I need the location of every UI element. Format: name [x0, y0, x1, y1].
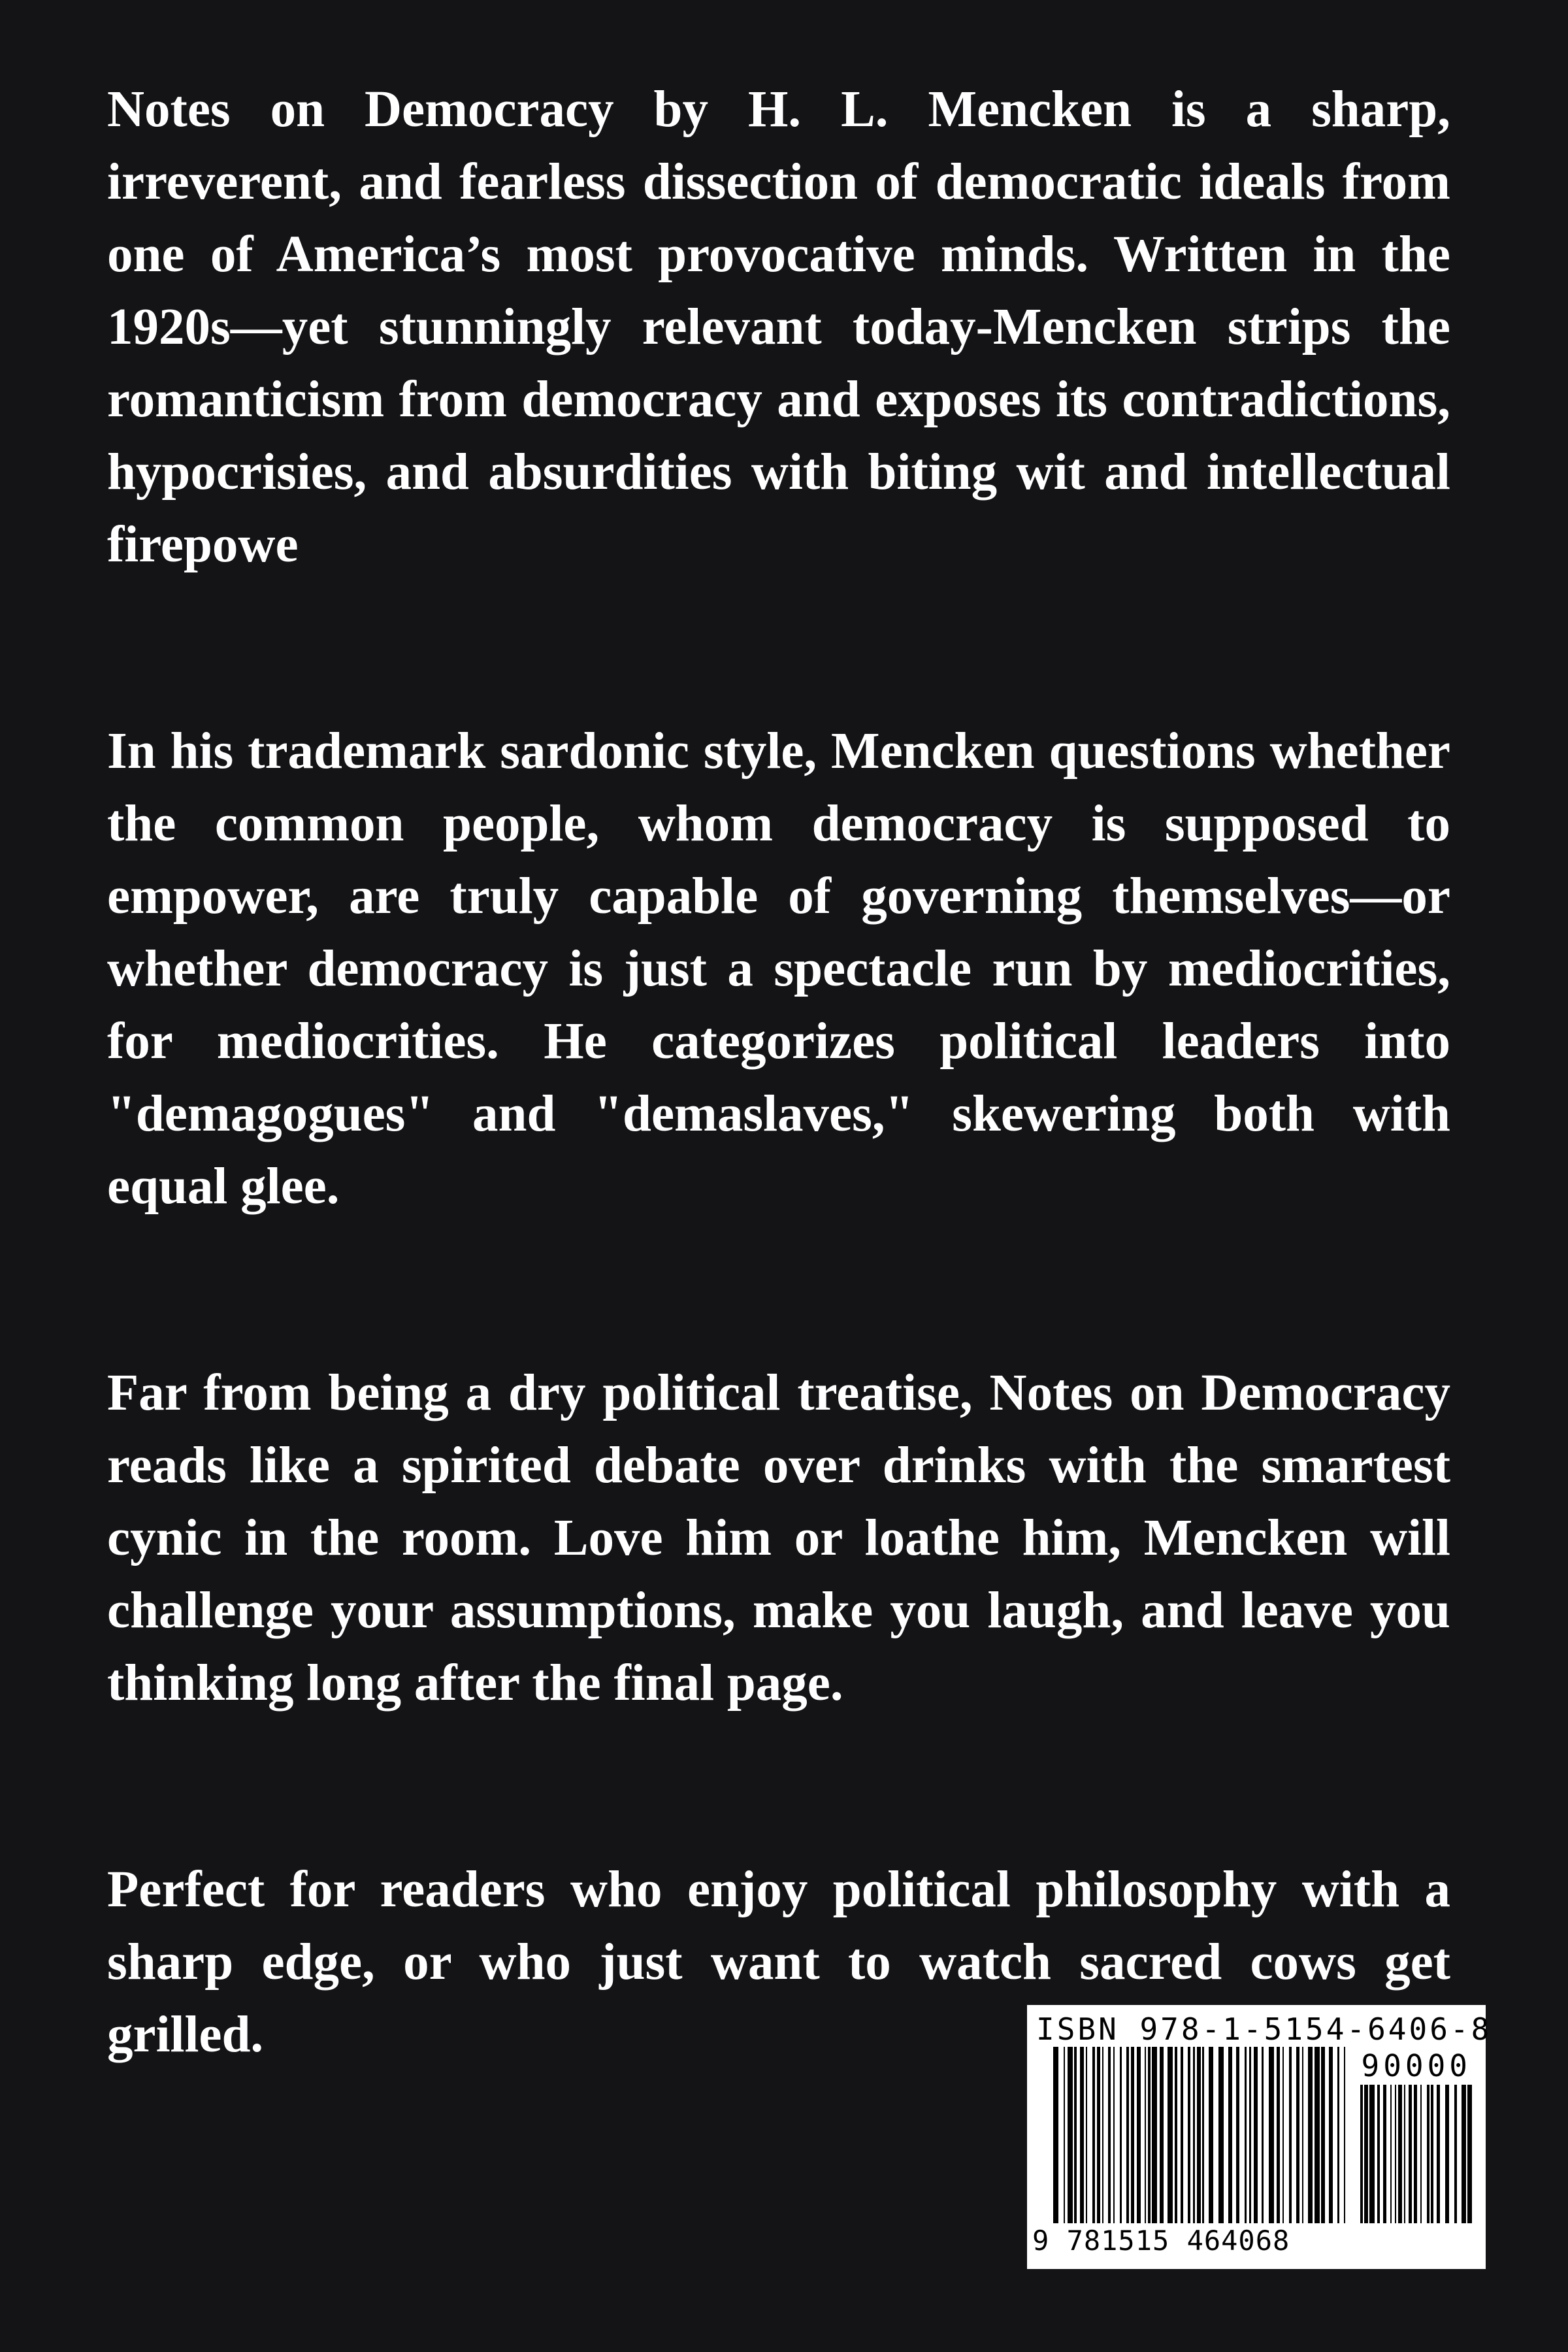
blurb-paragraph-3: Far from being a dry political treatise, Notes on Democracy reads like a spirited debate over drinks with the smartest cynic in the room. Love him or loathe him, Mencken will challenge your assumptions, make you laugh, and leave you thinking long after the final page. — [107, 1365, 1450, 1712]
barcode-bars-icon — [1053, 2047, 1347, 2223]
barcode-addon-bars-icon — [1360, 2085, 1473, 2223]
isbn-barcode — [1027, 2005, 1492, 2269]
isbn-number: ISBN 978-1-5154-6406-8 — [1036, 2012, 1492, 2047]
ean-digits: 9 781515 464068 — [1032, 2225, 1290, 2257]
price-code: 90000 — [1361, 2048, 1471, 2083]
blurb-text — [107, 73, 1450, 2071]
blurb-paragraph-1: Notes on Democracy by H. L. Mencken is a sharp, irreverent, and fearless dissection of democratic ideals from one of America’s most provocative minds. Written in the 1920s—yet stunningly relevant today-Mencken strips the romanticism from democracy and exposes its contradictions, hypocrisies, and absurdities with biting wit and intellectual firepowe — [107, 81, 1450, 573]
blurb-paragraph-2: In his trademark sardonic style, Mencken questions whether the common people, whom democracy is supposed to empower, are truly capable of governing themselves—or whether democracy is just a spectacle run by mediocrities, for mediocrities. He categorizes political leaders into "demagogues" and "demaslaves," skewering both with equal glee. — [107, 723, 1450, 1215]
blurb-paragraph-4: Perfect for readers who enjoy political philosophy with a sharp edge, or who just want to watch sacred cows get grilled. — [107, 1861, 1450, 2063]
